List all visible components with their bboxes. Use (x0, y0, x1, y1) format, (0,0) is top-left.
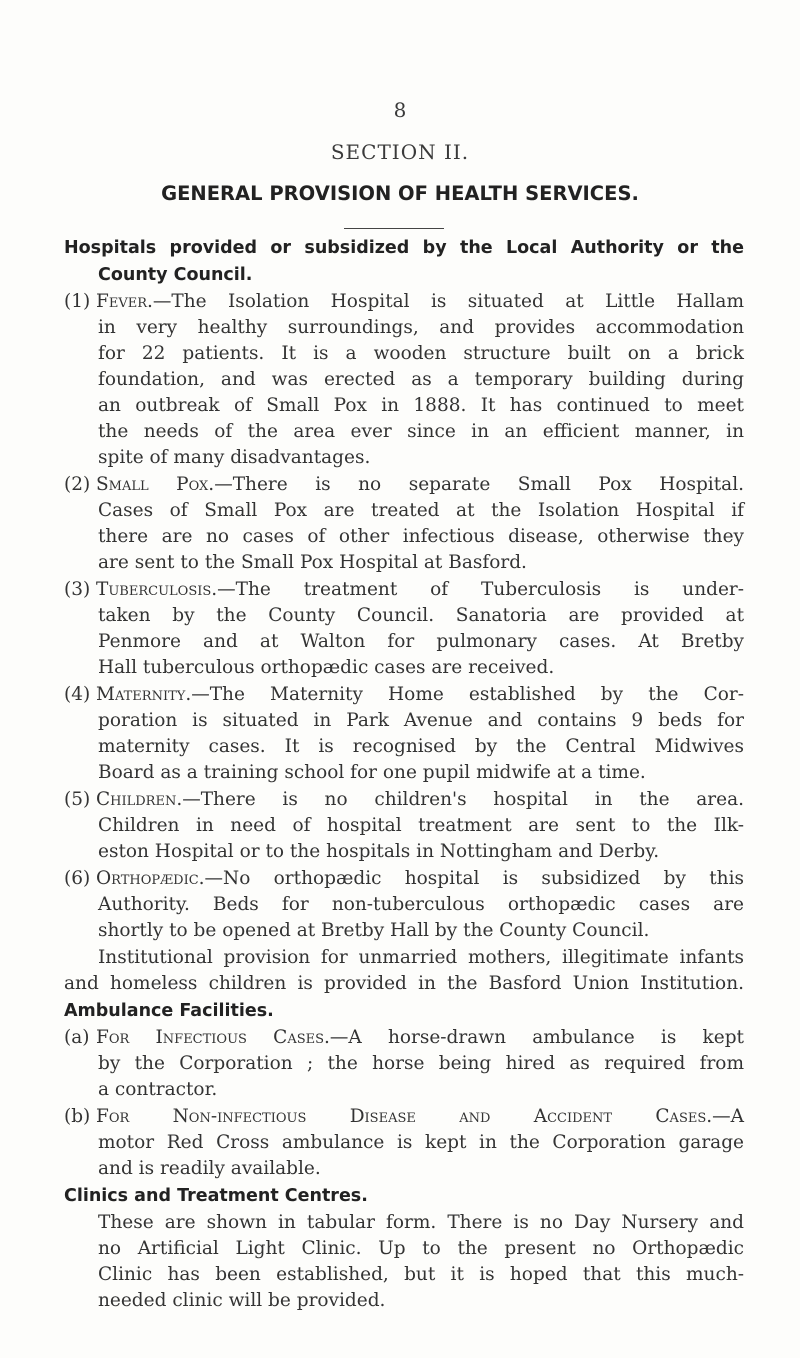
smallpox-paragraph-line: (2) Small Pox.—There is no separate Small Pox Hospital. (64, 472, 744, 498)
item-number: (2) (64, 474, 91, 495)
smallpox-line: Cases of Small Pox are treated at the Isolation Hospital if (98, 500, 744, 521)
orthopaedic-line: Authority. Beds for non-tuberculous orthopædic cases are (98, 894, 744, 915)
institutional-line: Institutional provision for unmarried mothers, illegitimate infants (98, 947, 744, 968)
fever-paragraph-line: (1) Fever.—The Isolation Hospital is situated at Little Hallam (64, 289, 744, 315)
clinics-heading: Clinics and Treatment Centres. (64, 1186, 368, 1206)
fever-line: an outbreak of Small Pox in 1888. It has continued to meet (98, 395, 744, 416)
smallpox-label: Small Pox. (96, 474, 215, 495)
maternity-line: poration is situated in Park Avenue and contains 9 beds for (98, 710, 744, 731)
clinics-line: no Artificial Light Clinic. Up to the present no Orthopædic (98, 1238, 744, 1259)
tuberculosis-label: Tuberculosis. (96, 579, 218, 600)
item-number: (1) (64, 291, 91, 312)
fever-line: for 22 patients. It is a wooden structure built on a brick (98, 343, 744, 364)
fever-label: Fever. (96, 291, 153, 312)
infectious-label: For Infectious Cases. (96, 1027, 330, 1048)
orthopaedic-paragraph-line: (6) Orthopædic.—No orthopædic hospital is subsidized by this (64, 866, 744, 892)
ambulance-noninfectious-line: (b) For Non-infectious Disease and Accident Cases.—A (64, 1104, 744, 1130)
institutional-line: and homeless children is provided in the Basford Union Institution. (64, 973, 744, 994)
item-number: (3) (64, 579, 91, 600)
children-label: Children. (96, 789, 183, 810)
item-letter: (a) (64, 1027, 90, 1048)
noninfectious-label: For Non-infectious Disease and Accident Cases. (96, 1106, 713, 1127)
title-divider (344, 228, 444, 229)
hospitals-heading: Hospitals provided or subsidized by the Local Authority or the (64, 238, 744, 258)
orthopaedic-label: Orthopædic. (96, 868, 205, 889)
maternity-label: Maternity. (96, 684, 192, 705)
tuberculosis-line: Hall tuberculous orthopædic cases are received. (98, 657, 555, 678)
smallpox-line: are sent to the Small Pox Hospital at Basford. (98, 552, 527, 573)
section-heading: SECTION II. (330, 140, 470, 164)
children-paragraph-line: (5) Children.—There is no children's hospital in the area. (64, 787, 744, 813)
fever-line: the needs of the area ever since in an efficient manner, in (98, 421, 744, 442)
fever-line: in very healthy surroundings, and provides accommodation (98, 317, 744, 338)
children-line: Children in need of hospital treatment are sent to the Ilk- (98, 815, 744, 836)
item-number: (5) (64, 789, 91, 810)
ambulance-infectious-cont: a contractor. (98, 1079, 218, 1100)
tuberculosis-line: Penmore and at Walton for pulmonary cases. At Bretby (98, 631, 744, 652)
maternity-line: maternity cases. It is recognised by the Central Midwives (98, 736, 744, 757)
hospitals-heading-cont: County Council. (98, 265, 253, 285)
page-number: 8 (393, 98, 407, 122)
clinics-line: Clinic has been established, but it is hoped that this much- (98, 1264, 744, 1285)
ambulance-heading: Ambulance Facilities. (64, 1001, 274, 1021)
maternity-line: Board as a training school for one pupil midwife at a time. (98, 762, 646, 783)
fever-line: spite of many disadvantages. (98, 447, 371, 468)
item-number: (6) (64, 868, 91, 889)
orthopaedic-line: shortly to be opened at Bretby Hall by the County Council. (98, 920, 650, 941)
ambulance-noninfectious-cont: motor Red Cross ambulance is kept in the Corporation garage (98, 1132, 744, 1153)
ambulance-infectious-cont: by the Corporation ; the horse being hired as required from (98, 1053, 744, 1074)
tuberculosis-paragraph-line: (3) Tuberculosis.—The treatment of Tuberculosis is under- (64, 577, 744, 603)
tuberculosis-line: taken by the County Council. Sanatoria are provided at (98, 605, 744, 626)
clinics-line: needed clinic will be provided. (98, 1290, 386, 1311)
smallpox-line: there are no cases of other infectious disease, otherwise they (98, 526, 744, 547)
ambulance-infectious-line: (a) For Infectious Cases.—A horse-drawn ambulance is kept (64, 1025, 744, 1051)
item-number: (4) (64, 684, 91, 705)
maternity-paragraph-line: (4) Maternity.—The Maternity Home established by the Cor- (64, 682, 744, 708)
clinics-line: These are shown in tabular form. There is no Day Nursery and (98, 1212, 744, 1233)
ambulance-noninfectious-cont: and is readily available. (98, 1158, 321, 1179)
fever-line: foundation, and was erected as a temporary building during (98, 369, 744, 390)
page-title: GENERAL PROVISION OF HEALTH SERVICES. (161, 182, 639, 205)
item-letter: (b) (64, 1106, 91, 1127)
children-line: eston Hospital or to the hospitals in Nottingham and Derby. (98, 841, 660, 862)
